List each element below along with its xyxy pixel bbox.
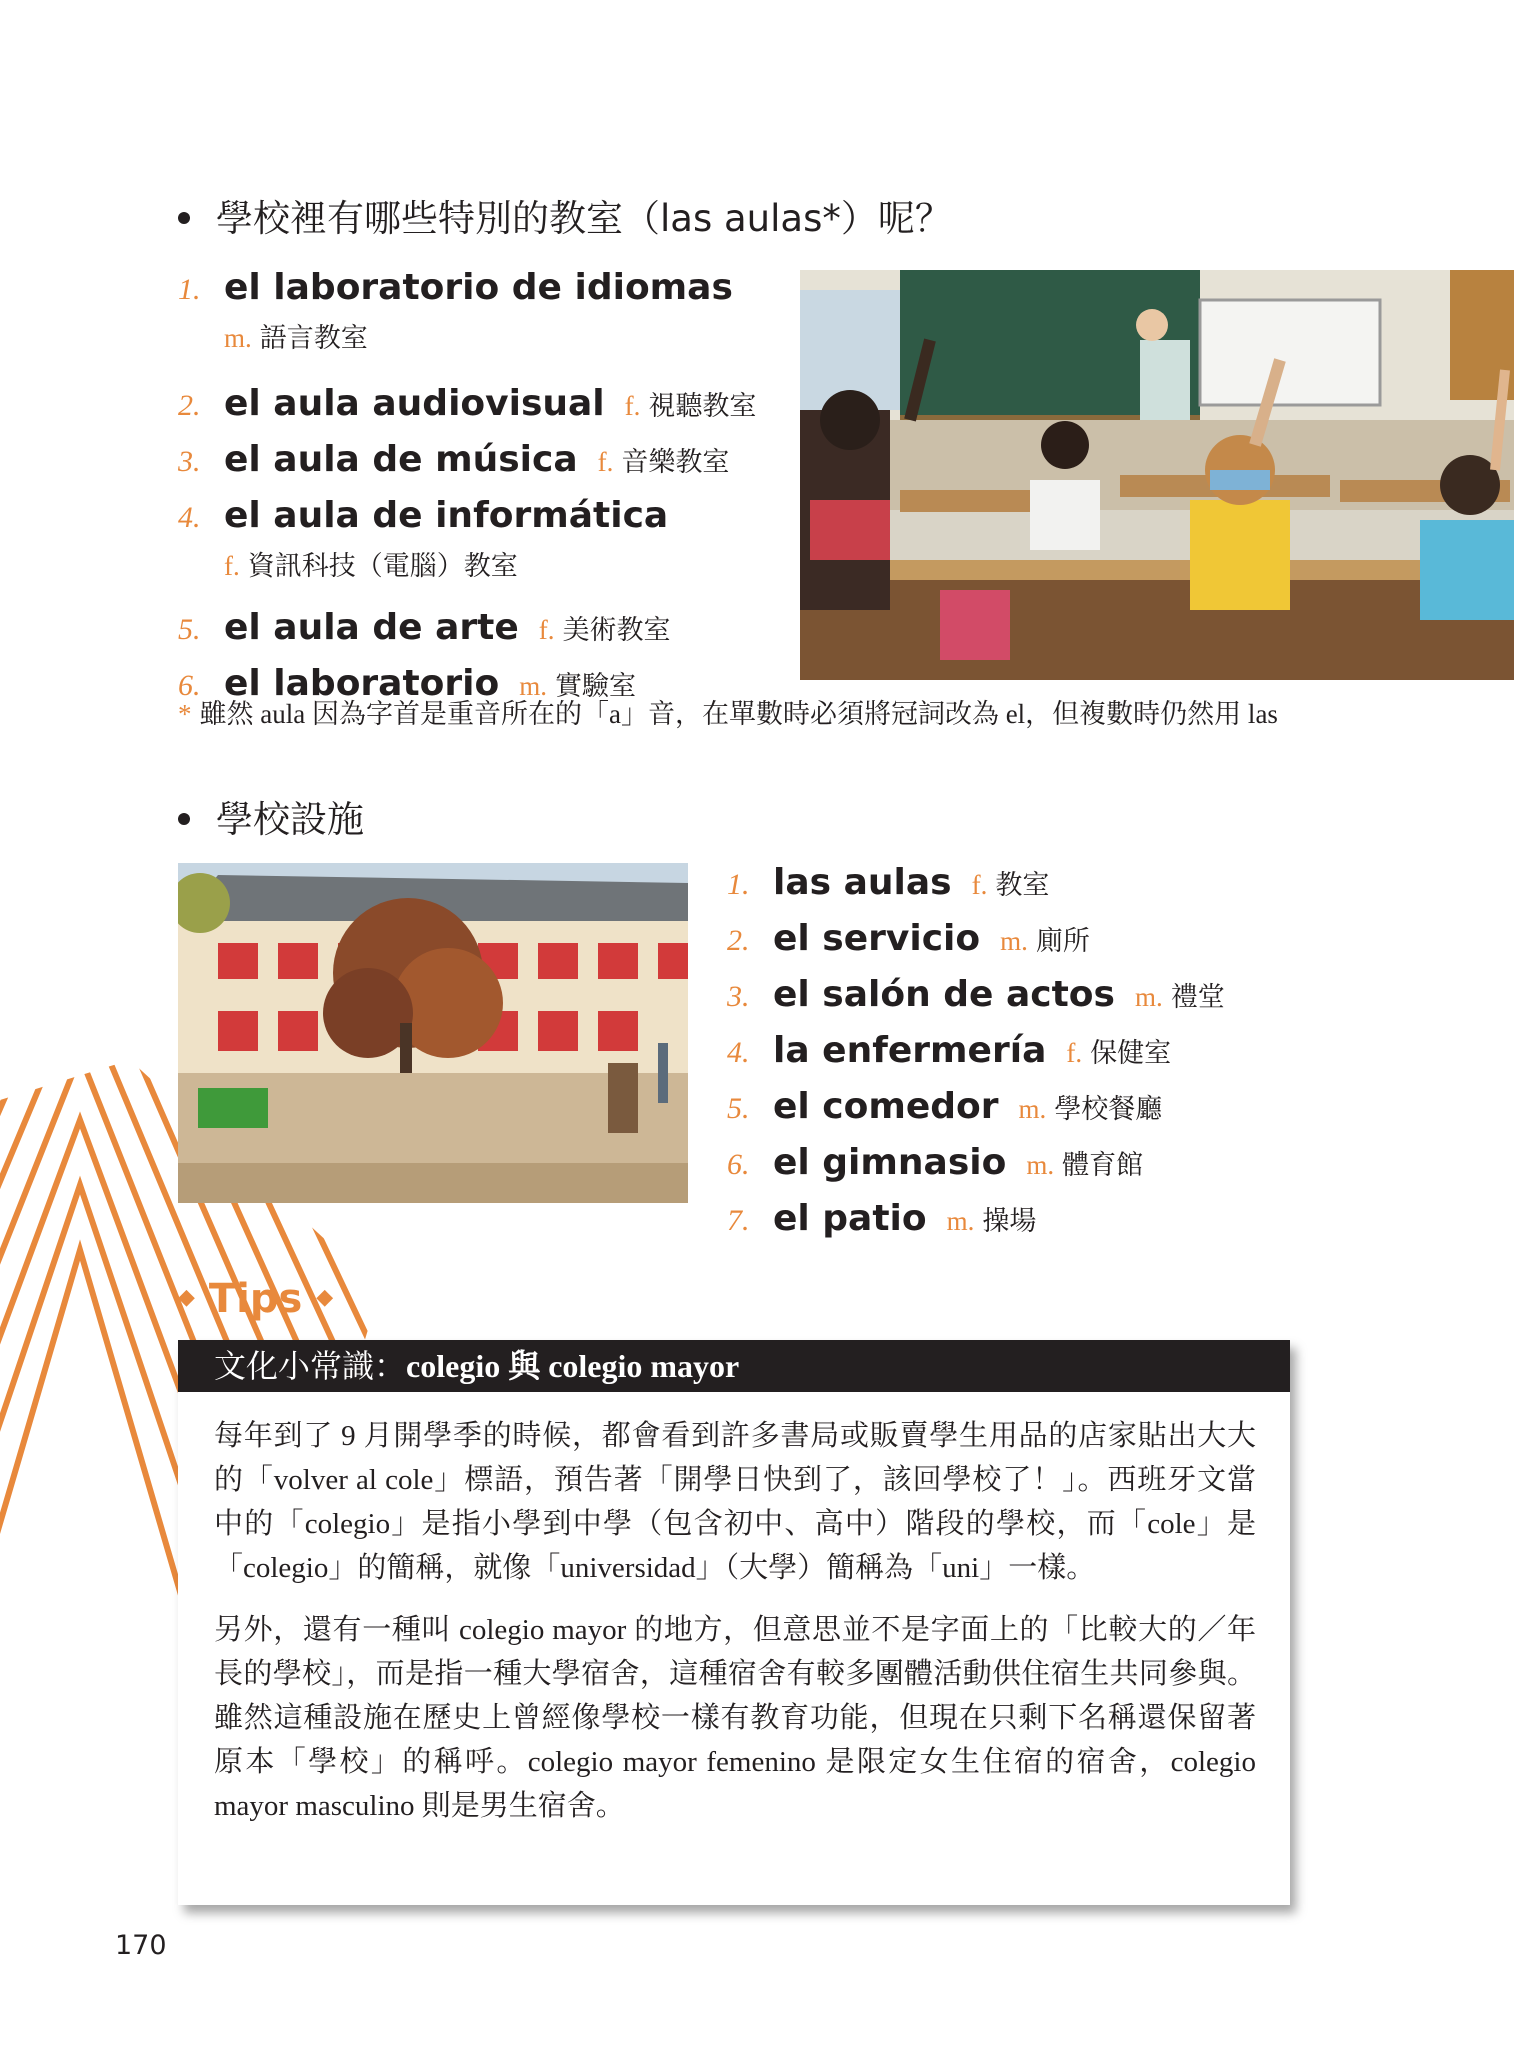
diamond-icon: ◆: [178, 1284, 195, 1310]
section-title: 學校裡有哪些特別的教室（las aulas*）呢？: [216, 197, 952, 240]
spanish-word: las aulas: [773, 862, 952, 903]
vocab-item: [178, 380, 798, 434]
gender-marker: m.: [519, 671, 548, 701]
spanish-word: el servicio: [773, 918, 981, 959]
vocab-item: [178, 604, 798, 658]
vocab-item: [727, 1027, 1287, 1081]
section-title: 學校設施: [216, 798, 364, 841]
gender-marker: m.: [1018, 1094, 1047, 1124]
translation: 語言教室: [259, 323, 368, 354]
vocab-item: [727, 915, 1287, 969]
gender-marker: m.: [1000, 926, 1028, 956]
translation: 音樂教室: [621, 447, 730, 478]
vocab-subline: [178, 546, 798, 590]
item-number: 3.: [727, 980, 750, 1013]
section-heading-special-classrooms: [178, 197, 952, 241]
translation: 廁所: [1035, 926, 1090, 957]
gender-marker: f.: [624, 391, 641, 421]
translation: 視聽教室: [648, 391, 757, 422]
spanish-word: la enfermería: [773, 1030, 1047, 1071]
item-number: 1.: [727, 868, 750, 901]
translation: 實驗室: [555, 671, 637, 702]
translation: 操場: [982, 1206, 1037, 1237]
tips-paragraph: 另外，還有一種叫 colegio mayor 的地方，但意思並不是字面上的「比較大的／年長的學校」，而是指一種大學宿舍，這種宿舍有較多團體活動供住宿生共同參與。雖然這種設施在歷史上曾經像學校一樣有教育功能，但現在只剩下名稱還保留著原本「學校」的稱呼。colegio mayor femenino 是限定女生住宿的宿舍，colegio mayor masculino 則是男生宿舍。: [214, 1614, 1256, 1822]
classroom-photo: [800, 270, 1514, 680]
spanish-word: el patio: [773, 1198, 927, 1239]
tips-heading-title: colegio 與 colegio mayor: [406, 1348, 740, 1384]
item-number: 1.: [178, 273, 201, 306]
spanish-word: el laboratorio de idiomas: [224, 267, 733, 308]
item-number: 4.: [727, 1036, 750, 1069]
gender-marker: f.: [971, 870, 988, 900]
footnote-text: 雖然 aula 因為字首是重音所在的「a」音，在單數時必須將冠詞改為 el，但複數時仍然用 las: [199, 699, 1278, 729]
gender-marker: m.: [946, 1206, 975, 1236]
item-number: 4.: [178, 501, 201, 534]
vocab-item: [727, 971, 1287, 1025]
translation: 保健室: [1090, 1038, 1172, 1069]
item-number: 2.: [178, 389, 201, 422]
tips-paragraph: 每年到了 9 月開學季的時候，都會看到許多書局或販賣學生用品的店家貼出大大的「volver al cole」標語，預告著「開學日快到了，該回學校了！」。西班牙文當中的「colegio」是指小學到中學（包含初中、高中）階段的學校，而「cole」是「colegio」的簡稱，就像「universidad」（大學）簡稱為「uni」一樣。: [214, 1420, 1256, 1584]
spanish-word: el gimnasio: [773, 1142, 1007, 1183]
gender-marker: f.: [597, 447, 614, 477]
vocab-item: [727, 859, 1287, 913]
item-number: 5.: [178, 613, 201, 646]
spanish-word: el aula audiovisual: [224, 383, 605, 424]
tips-heading-bar: [178, 1340, 1290, 1392]
spanish-word: el comedor: [773, 1086, 999, 1127]
bullet-icon: [178, 212, 190, 224]
vocab-item: [727, 1195, 1287, 1249]
gender-marker: m.: [224, 323, 252, 353]
classroom-vocab-list: [178, 264, 798, 714]
spanish-word: el aula de informática: [224, 495, 669, 536]
item-number: 3.: [178, 445, 201, 478]
tips-heading-prefix: 文化小常識：: [214, 1348, 407, 1384]
vocab-item: [178, 492, 798, 546]
spanish-word: el laboratorio: [224, 663, 500, 704]
gender-marker: f.: [224, 551, 240, 581]
diamond-icon: ◆: [316, 1284, 334, 1310]
section-heading-school-facilities: [178, 798, 364, 842]
item-number: 6.: [727, 1148, 750, 1181]
spanish-word: el aula de música: [224, 439, 578, 480]
translation: 資訊科技（電腦）教室: [247, 551, 518, 582]
tips-label-text: Tips: [208, 1276, 303, 1322]
vocab-item: [727, 1083, 1287, 1137]
item-number: 2.: [727, 924, 750, 957]
bullet-icon: [178, 813, 190, 825]
vocab-subline: [178, 318, 798, 362]
gender-marker: m.: [1026, 1150, 1055, 1180]
spanish-word: el aula de arte: [224, 607, 519, 648]
page-number: 170: [115, 1930, 167, 1961]
facility-vocab-list: [727, 859, 1287, 1249]
footnote: [178, 696, 1298, 732]
vocab-item: [178, 436, 798, 490]
item-number: 6.: [178, 669, 201, 702]
gender-marker: m.: [1134, 982, 1163, 1012]
spanish-word: el salón de actos: [773, 974, 1115, 1015]
footnote-asterisk: *: [178, 699, 192, 729]
translation: 禮堂: [1170, 982, 1225, 1013]
vocab-item: [727, 1139, 1287, 1193]
translation: 教室: [995, 870, 1050, 901]
item-number: 5.: [727, 1092, 750, 1125]
translation: 學校餐廳: [1054, 1094, 1163, 1125]
translation: 美術教室: [562, 615, 671, 646]
tips-box: [178, 1340, 1290, 1905]
school-building-photo: [178, 863, 688, 1203]
tips-label: [178, 1276, 333, 1322]
translation: 體育館: [1062, 1150, 1144, 1181]
gender-marker: f.: [538, 615, 555, 645]
gender-marker: f.: [1066, 1038, 1083, 1068]
vocab-item: [178, 264, 798, 318]
item-number: 7.: [727, 1204, 750, 1237]
